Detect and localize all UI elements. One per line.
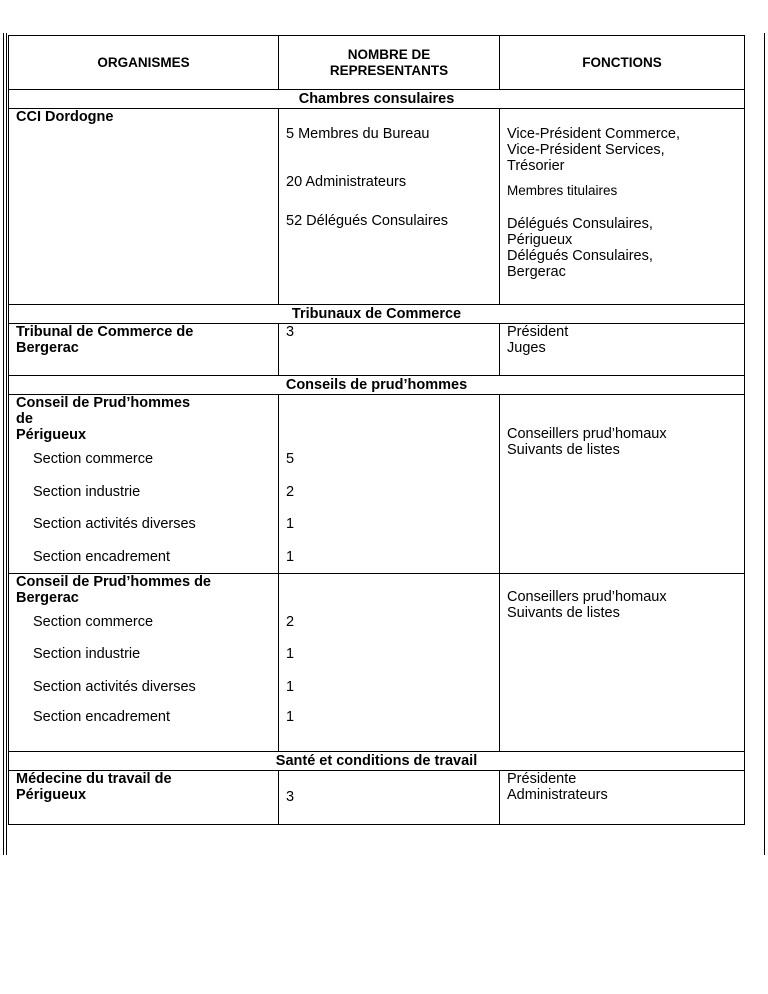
org-cph-bergerac-2: Bergerac	[16, 589, 79, 606]
org-cph-bergerac-1: Conseil de Prud’hommes de	[16, 573, 211, 590]
fn-sante-2: Administrateurs	[507, 786, 608, 803]
fn-cph-bergerac-1: Conseillers prud’homaux	[507, 588, 667, 605]
fn-cph-bergerac	[500, 573, 745, 751]
org-cph-perigueux-1: Conseil de Prud’hommes	[16, 395, 191, 411]
fn-cci-8: Bergerac	[507, 264, 566, 280]
org-tribunal-2: Bergerac	[16, 340, 79, 356]
fn-cci	[500, 109, 745, 305]
cph-bergerac-section-label	[9, 703, 279, 751]
fn-cph-perigueux-1: Conseillers prud’homaux	[507, 426, 667, 442]
cph-perigueux-section-value: 1	[279, 508, 500, 541]
section-row-tribunaux	[9, 305, 745, 324]
rep-cph-perigueux-blank	[279, 395, 500, 444]
org-cci	[9, 109, 279, 305]
table-row-cph-bergerac	[9, 573, 745, 606]
fn-cci-4: Membres titulaires	[507, 183, 618, 198]
cph-bergerac-section-value: 2	[279, 606, 500, 639]
rep-cci	[279, 109, 500, 305]
org-cph-perigueux-2: de	[16, 411, 33, 427]
org-sante-2: Périgueux	[16, 786, 87, 803]
cph-perigueux-section-label	[9, 541, 279, 574]
table-row-sante	[9, 770, 745, 824]
header-nombre	[279, 36, 500, 90]
fn-sante	[500, 770, 745, 824]
org-sante	[9, 770, 279, 824]
org-cph-perigueux	[9, 395, 279, 444]
cph-bergerac-section-label	[9, 671, 279, 704]
section-label: Section commerce	[33, 613, 154, 630]
org-cph-perigueux-3: Périgueux	[16, 427, 87, 443]
frame-line-left-inner	[6, 33, 7, 855]
org-cci-name: CCI Dordogne	[16, 109, 114, 125]
fn-cci-3: Trésorier	[507, 158, 565, 174]
section-row-prudhommes	[9, 376, 745, 395]
cph-bergerac-section-label	[9, 606, 279, 639]
section-title-chambres: Chambres consulaires	[9, 90, 745, 109]
section-title-tribunaux: Tribunaux de Commerce	[9, 305, 745, 324]
org-tribunal	[9, 324, 279, 376]
frame-line-left	[3, 33, 4, 855]
cph-perigueux-section-label	[9, 508, 279, 541]
rep-cci-admin: 20 Administrateurs	[286, 174, 407, 190]
fn-cci-5: Délégués Consulaires,	[507, 216, 653, 232]
section-title-prudhommes: Conseils de prud’hommes	[9, 376, 745, 395]
fn-tribunal	[500, 324, 745, 376]
org-cph-bergerac	[9, 573, 279, 606]
fn-cph-bergerac-2: Suivants de listes	[507, 604, 620, 621]
rep-sante: 3	[279, 770, 500, 824]
cph-bergerac-section-label	[9, 638, 279, 671]
cph-perigueux-section-value: 2	[279, 476, 500, 509]
header-nombre-line1: NOMBRE DE	[347, 46, 431, 62]
fn-cci-6: Périgueux	[507, 232, 573, 248]
header-fonctions: FONCTIONS	[500, 36, 745, 90]
section-label: Section activités diverses	[33, 678, 196, 695]
rep-cci-bureau: 5 Membres du Bureau	[286, 126, 430, 142]
table-row-tribunal	[9, 324, 745, 376]
cph-perigueux-section-label	[9, 443, 279, 476]
table-row-cph-perigueux	[9, 395, 745, 444]
fn-cci-1: Vice-Président Commerce,	[507, 126, 680, 142]
rep-tribunal: 3	[279, 324, 500, 376]
cph-bergerac-section-value: 1	[279, 638, 500, 671]
header-organismes: ORGANISMES	[9, 36, 279, 90]
rep-cph-bergerac-blank	[279, 573, 500, 606]
section-row-chambres	[9, 90, 745, 109]
section-label: Section industrie	[33, 483, 141, 500]
fn-cph-perigueux	[500, 395, 745, 574]
section-row-sante	[9, 751, 745, 770]
frame-line-right	[764, 33, 765, 855]
org-sante-1: Médecine du travail de	[16, 770, 172, 787]
cph-bergerac-section-value: 1	[279, 703, 500, 751]
fn-cci-2: Vice-Président Services,	[507, 142, 665, 158]
section-label: Section encadrement	[33, 709, 171, 725]
header-nombre-line2: REPRESENTANTS	[329, 62, 449, 78]
fn-cci-7: Délégués Consulaires,	[507, 248, 653, 264]
table-header-row	[9, 36, 745, 90]
table-row-cci	[9, 109, 745, 305]
section-label: Section commerce	[33, 451, 154, 468]
section-label: Section industrie	[33, 646, 141, 663]
section-label: Section activités diverses	[33, 516, 196, 533]
representation-table	[8, 35, 745, 825]
section-title-sante: Santé et conditions de travail	[9, 751, 745, 770]
cph-bergerac-section-value: 1	[279, 671, 500, 704]
cph-perigueux-section-label	[9, 476, 279, 509]
cph-perigueux-section-value: 5	[279, 443, 500, 476]
fn-tribunal-2: Juges	[507, 340, 546, 356]
rep-cci-delegues: 52 Délégués Consulaires	[286, 213, 449, 229]
fn-sante-1: Présidente	[507, 770, 577, 787]
org-tribunal-1: Tribunal de Commerce de	[16, 324, 194, 340]
section-label: Section encadrement	[33, 548, 171, 565]
fn-tribunal-1: Président	[507, 324, 569, 340]
cph-perigueux-section-value: 1	[279, 541, 500, 574]
fn-cph-perigueux-2: Suivants de listes	[507, 442, 620, 458]
